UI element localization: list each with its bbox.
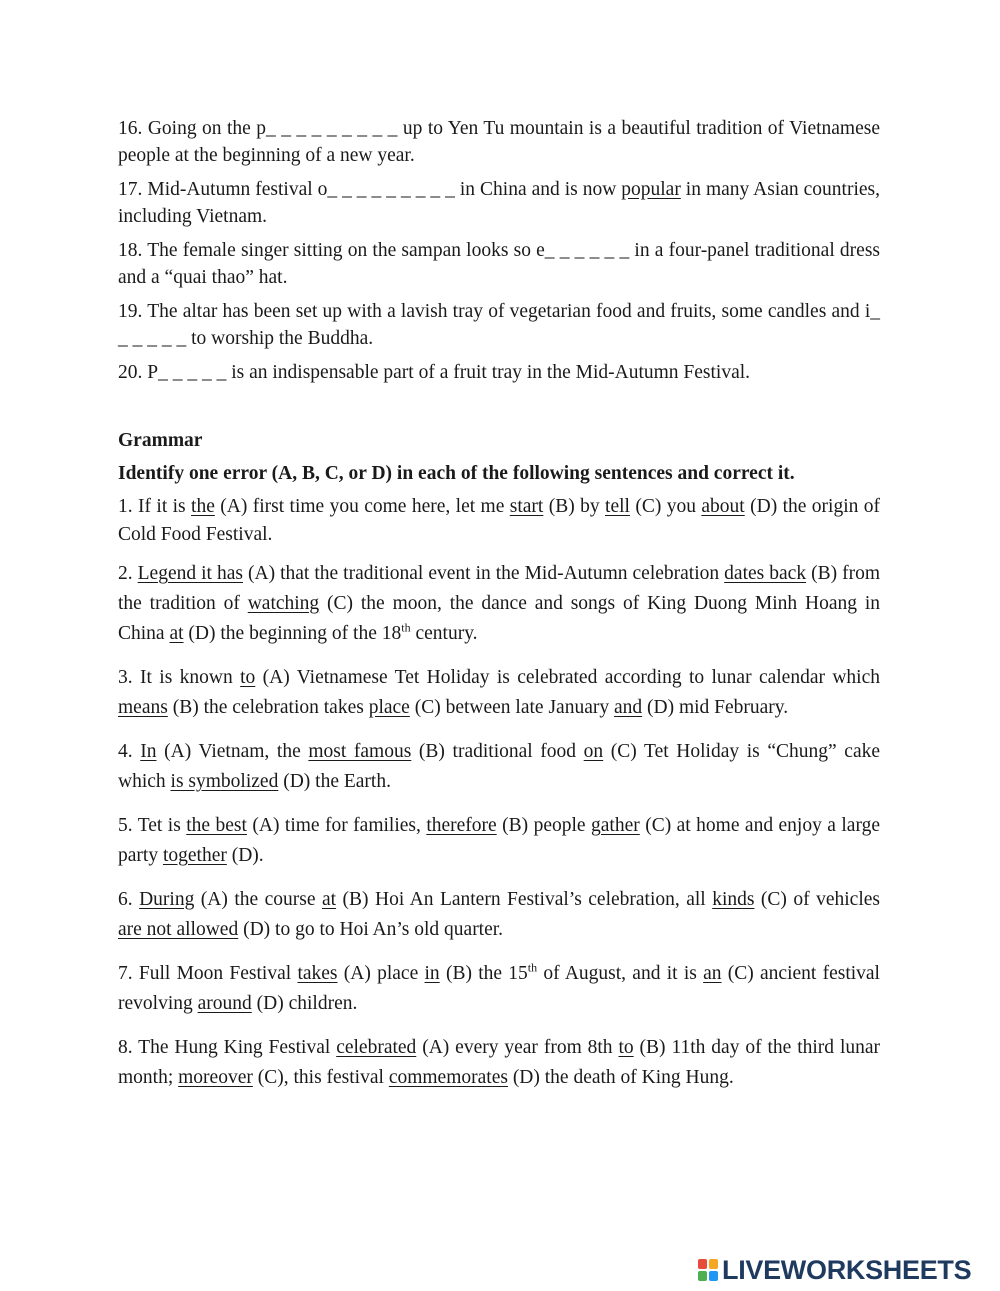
- grammar-question-5: 5. Tet is the best (A) time for families, therefore (B) people gather (C) at home and enjoy a large party together (D).: [118, 815, 881, 866]
- worksheet-page: [118, 115, 880, 1107]
- logo-square-2: [709, 1259, 718, 1269]
- liveworksheets-logo-icon: [698, 1259, 720, 1283]
- logo-square-4: [709, 1271, 718, 1281]
- grammar-question-1: 1. If it is the (A) first time you come here, let me start (B) by tell (C) you about (D) the origin of Cold Food Festival.: [118, 496, 881, 545]
- grammar-question-7: 7. Full Moon Festival takes (A) place in (B) the 15th of August, and it is an (C) ancient festival revolving around (D) children.: [118, 960, 880, 1014]
- vocab-item-19: 19. The altar has been set up with a lavish tray of vegetarian food and fruits, some candles and i_ _ _ _ _ _ to worship the Buddha.: [118, 301, 880, 349]
- logo-square-1: [698, 1259, 707, 1269]
- vocab-item-17: 17. Mid-Autumn festival o_ _ _ _ _ _ _ _ _ in China and is now popular in many Asian countries, including Vietnam.: [118, 179, 880, 227]
- liveworksheets-logo[interactable]: [698, 1255, 971, 1286]
- grammar-question-3: 3. It is known to (A) Vietnamese Tet Holiday is celebrated according to lunar calendar which means (B) the celebration takes place (C) between late January and (D) mid February.: [118, 667, 881, 718]
- grammar-question-4: 4. In (A) Vietnam, the most famous (B) traditional food on (C) Tet Holiday is “Chung” cake which is symbolized (D) the Earth.: [118, 741, 880, 792]
- vocabulary-section: [118, 115, 880, 386]
- logo-square-3: [698, 1271, 707, 1281]
- vocab-item-16: 16. Going on the p_ _ _ _ _ _ _ _ _ up to Yen Tu mountain is a beautiful tradition of Vietnamese people at the beginning of a new year.: [118, 118, 880, 166]
- grammar-question-8: 8. The Hung King Festival celebrated (A) every year from 8th to (B) 11th day of the third lunar month; moreover (C), this festival commemorates (D) the death of King Hung.: [118, 1037, 881, 1088]
- grammar-instructions: Identify one error (A, B, C, or D) in each of the following sentences and correct it.: [118, 463, 795, 484]
- liveworksheets-logo-text: LIVEWORKSHEETS: [722, 1255, 972, 1285]
- grammar-heading: Grammar: [118, 430, 203, 451]
- grammar-question-2: 2. Legend it has (A) that the traditional event in the Mid-Autumn celebration dates back (B) from the tradition of watching (C) the moon, the dance and songs of King Duong Minh Hoang in China at (D) the beginning of the 18th century.: [118, 563, 881, 644]
- vocab-item-18: 18. The female singer sitting on the sampan looks so e_ _ _ _ _ _ in a four-panel traditional dress and a “quai thao” hat.: [118, 240, 880, 288]
- grammar-question-6: 6. During (A) the course at (B) Hoi An Lantern Festival’s celebration, all kinds (C) of vehicles are not allowed (D) to go to Hoi An’s old quarter.: [118, 889, 880, 940]
- vocab-item-20: 20. P_ _ _ _ _ is an indispensable part of a fruit tray in the Mid-Autumn Festival.: [118, 362, 751, 383]
